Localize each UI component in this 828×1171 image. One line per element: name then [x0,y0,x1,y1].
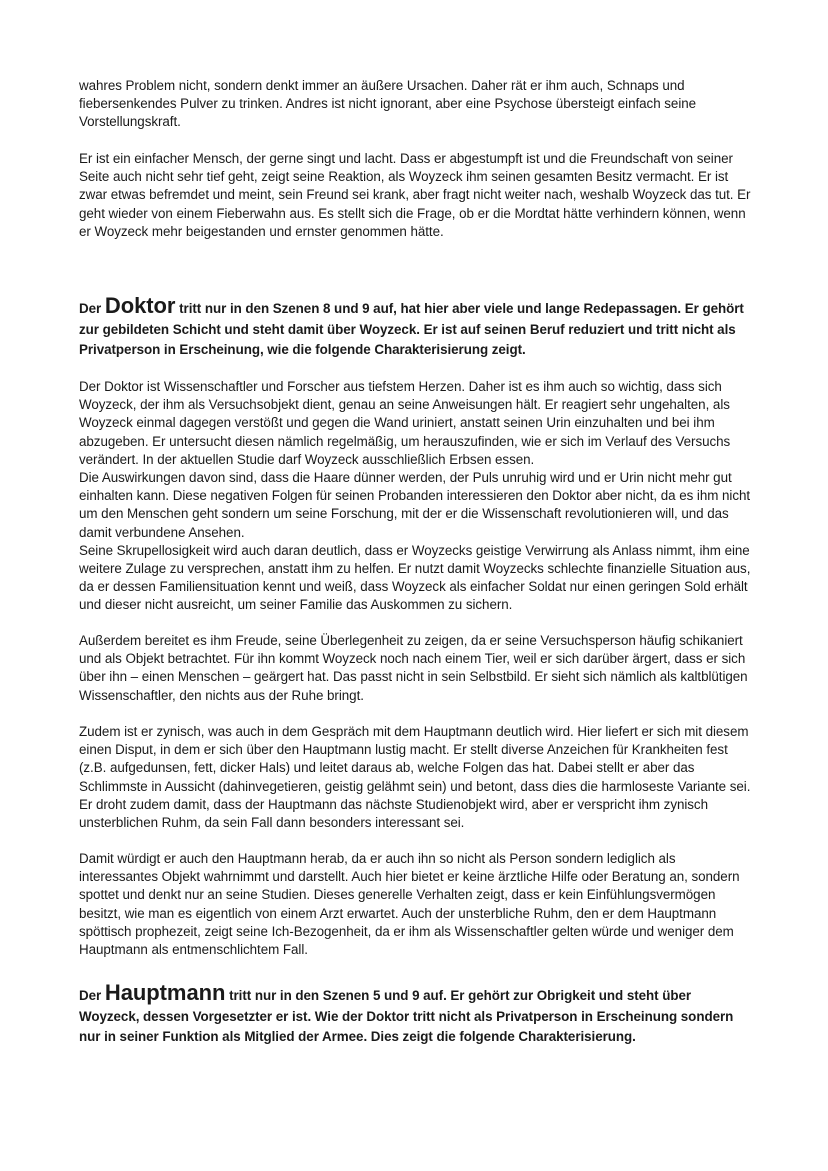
heading-prefix: Der [79,301,105,316]
section-heading-hauptmann [79,980,751,1048]
section-heading-doktor [79,293,751,361]
heading-text: tritt nur in den Szenen 8 und 9 auf, hat hier aber viele und lange Redepassagen. Er gehört zur gebildeten Schicht und steht damit über Woyzeck. Er ist auf seinen Beruf reduziert und tritt nicht als Privatperson in Erscheinung, wie die folgende Charakterisierung zeigt. [79,301,744,357]
paragraph-andres-2 [79,150,751,241]
paragraph-doktor-1 [79,378,751,615]
paragraph-text: Damit würdigt er auch den Hauptmann herab, da er auch ihn so nicht als Person sondern lediglich als interessantes Objekt wahrnimmt und darstellt. Auch hier bietet er keine ärztliche Hilfe oder Beratung an, sondern spottet und denkt nur an seine Studien. Dieses generelle Verhalten zeigt, dass er kein Einfühlungsvermögen besitzt, wie man es eigentlich von einem Arzt erwartet. Auch der unsterbliche Ruhm, den er dem Hauptmann spöttisch prophezeit, zeigt seine Ich-Bezogenheit, da er ihm als Wissenschaftler gelten würde und weniger dem Hauptmann als entmenschlichtem Fall. [79,851,740,958]
heading-name: Hauptmann [104,980,226,1005]
heading-prefix: Der [79,988,105,1003]
heading-name: Doktor [104,293,176,318]
heading-text: tritt nur in den Szenen 5 und 9 auf. Er gehört zur Obrigkeit und steht über Woyzeck, dessen Vorgesetzter er ist. Wie der Doktor tritt nicht als Privatperson in Erscheinung sondern nur in seiner Funktion als Mitglied der Armee. Dies zeigt die folgende Charakterisierung. [79,988,734,1044]
paragraph-text: Die Auswirkungen davon sind, dass die Haare dünner werden, der Puls unruhig wird und er Urin nicht mehr gut einhalten kann. Diese negativen Folgen für seinen Probanden interessieren den Doktor aber nicht, da es ihm nicht um den Menschen geht sondern um seine Forschung, mit der er die Wissenschaft revolutionieren will, und das damit verbundene Ansehen. [79,470,751,540]
paragraph-text: wahres Problem nicht, sondern denkt immer an äußere Ursachen. Daher rät er ihm auch, Schnaps und fiebersenkendes Pulver zu trinken. Andres ist nicht ignorant, aber eine Psychose übersteigt einfach seine Vorstellungskraft. [79,78,697,130]
paragraph-doktor-4 [79,850,751,959]
paragraph-text: Seine Skrupellosigkeit wird auch daran deutlich, dass er Woyzecks geistige Verwirrung als Anlass nimmt, ihm eine weitere Zulage zu versprechen, anstatt ihm zu helfen. Er nutzt damit Woyzecks schlechte finanzielle Situation aus, da er dessen Familiensituation kennt und weiß, dass Woyzeck als einfacher Soldat nur einen geringen Sold erhält und dieser nicht ausreicht, um seiner Familie das Auskommen zu sichern. [79,542,751,613]
paragraph-text: Er ist ein einfacher Mensch, der gerne singt und lacht. Dass er abgestumpft ist und die Freundschaft von seiner Seite auch nicht sehr tief geht, zeigt seine Reaktion, als Woyzeck ihm seinen gesamten Besitz vermacht. Er ist zwar etwas befremdet und meint, sein Freund sei krank, aber fragt nicht weiter nach, weshalb Woyzeck das tut. Er geht wieder von einem Fieberwahn aus. Es stellt sich die Frage, ob er die Mordtat hätte verhindern können, wenn er Woyzeck mehr beigestanden und ernster genommen hätte. [79,151,751,239]
paragraph-text: Zudem ist er zynisch, was auch in dem Gespräch mit dem Hauptmann deutlich wird. Hier liefert er sich mit diesem einen Disput, in dem er sich über den Hauptmann lustig macht. Er stellt diverse Anzeichen für Krankheiten fest (z.B. aufgedunsen, fett, dicker Hals) und leitet daraus ab, welche Folgen das hat. Dabei stellt er aber das Schlimmste in Aussicht (dahinvegetieren, geistig gelähmt sein) und betont, dass dies die harmloseste Variante sei. Er droht zudem damit, dass der Hauptmann das nächste Studienobjekt wird, aber er verspricht ihm zynisch unsterblichen Ruhm, da sein Fall dann besonders interessant sei. [79,724,751,831]
paragraph-doktor-3 [79,723,751,832]
paragraph-doktor-2 [79,632,751,705]
paragraph-text: Außerdem bereitet es ihm Freude, seine Überlegenheit zu zeigen, da er seine Versuchsperson häufig schikaniert und als Objekt betrachtet. Für ihn kommt Woyzeck noch nach einem Tier, weil er sich darüber ärgert, dass er sich über ihn – einen Menschen – geärgert hat. Das passt nicht in sein Selbstbild. Er sieht sich nämlich als kaltblütigen Wissenschaftler, den nichts aus der Ruhe bringt. [79,633,748,703]
paragraph-andres-1 [79,77,751,132]
paragraph-text: Der Doktor ist Wissenschaftler und Forscher aus tiefstem Herzen. Daher ist es ihm auch so wichtig, dass sich Woyzeck, der ihm als Versuchsobjekt dient, genau an seine Anweisungen hält. Er reagiert sehr ungehalten, als Woyzeck einmal dagegen verstößt und gegen die Wand uriniert, anstatt seinen Urin einzuhalten und bei ihm abzugeben. Er untersucht diesen nämlich regelmäßig, um herauszufinden, wie er sich im Verlauf des Versuchs verändert. In der aktuellen Studie darf Woyzeck ausschließlich Erbsen essen. [79,379,731,467]
